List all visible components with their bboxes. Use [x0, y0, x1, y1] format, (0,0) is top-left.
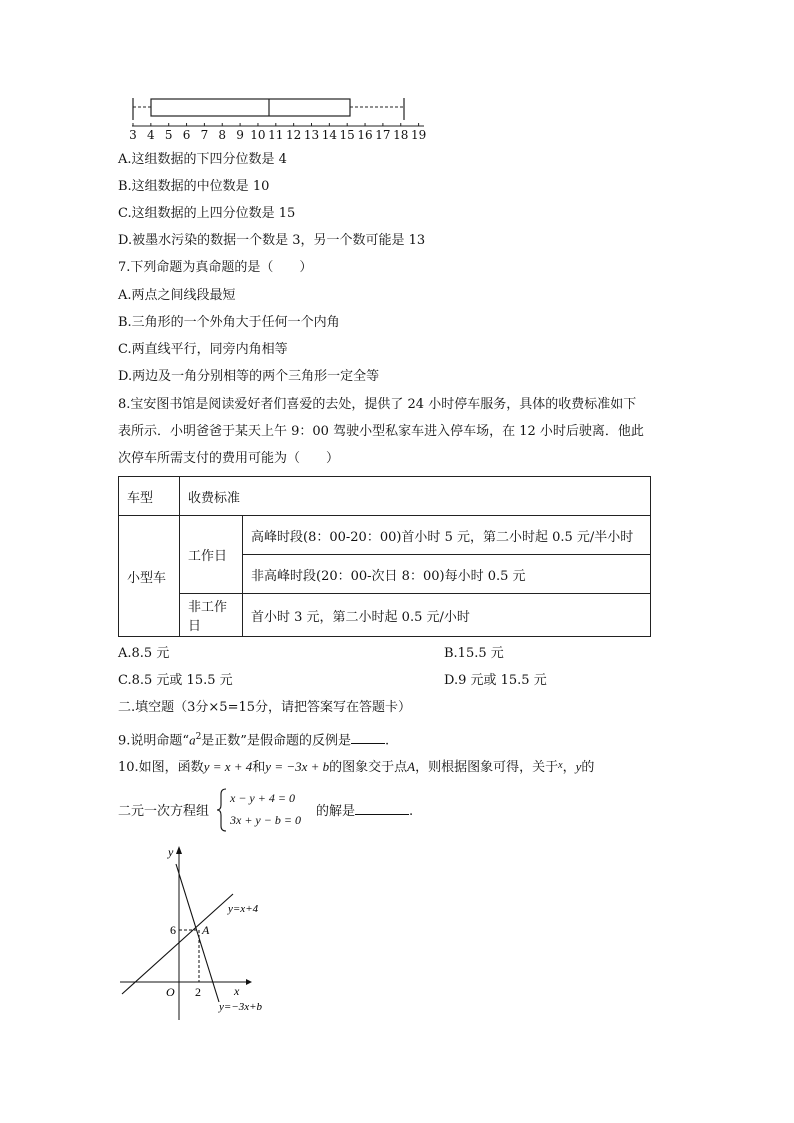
- q8-option-c: C.8.5 元或 15.5 元: [118, 673, 233, 688]
- label-line2: y=−3x+b: [219, 1001, 263, 1013]
- table-row: [119, 477, 651, 516]
- box-plot-tick-label: 17: [375, 128, 391, 142]
- q7-option-d: D.两边及一角分别相等的两个三角形一定全等: [118, 369, 380, 384]
- point-a-label: A: [202, 923, 210, 937]
- box-plot-tick-label: 4: [147, 128, 155, 142]
- box-plot-tick-label: 6: [182, 128, 191, 142]
- q7-stem: 7.下列命题为真命题的是（ ）: [118, 260, 313, 275]
- label-line1: y=x+4: [228, 903, 259, 915]
- q9-answer-blank[interactable]: [351, 743, 385, 744]
- q8-option-d: D.9 元或 15.5 元: [444, 673, 547, 688]
- box-plot-tick-label: 11: [268, 128, 284, 142]
- q8-stem-line1: 8.宝安图书馆是阅读爱好者们喜爱的去处，提供了 24 小时停车服务，具体的收费标准如下: [118, 397, 637, 412]
- header-vehicle-type: 车型: [119, 477, 180, 516]
- q9-stem: 9.说明命题“$a^2$是正数”是假命题的反例是 .: [118, 732, 390, 749]
- box-plot-tick-label: 18: [393, 128, 409, 142]
- box-plot-tick-label: 19: [410, 128, 427, 142]
- box-plot-tick-label: 7: [200, 128, 209, 142]
- q8-stem-line3: 次停车所需支付的费用可能为（ ）: [118, 451, 340, 466]
- x-axis-label: x: [234, 984, 240, 998]
- line-y-neg3x-plus-b: [176, 864, 219, 1002]
- q8-option-b: B.15.5 元: [444, 646, 504, 661]
- nonworkday-fee: 首小时 3 元，第二小时起 0.5 元/小时: [243, 594, 651, 637]
- q8-stem-line2: 表所示．小明爸爸于某天上午 9：00 驾驶小型私家车进入停车场，在 12 小时后驶离．他此: [118, 424, 644, 439]
- section-fill-in-title: 二.填空题（3分×5=15分，请把答案写在答题卡）: [118, 700, 412, 715]
- nonworkday-label: 非工作日: [180, 594, 243, 637]
- q6-option-d: D.被墨水污染的数据一个数是 3，另一个数可能是 13: [118, 233, 426, 248]
- box-plot-tick-label: 12: [286, 128, 302, 142]
- y-axis-label: y: [168, 845, 174, 859]
- offpeak-fee: 非高峰时段(20：00-次日 8：00)每小时 0.5 元: [243, 555, 651, 594]
- fee-table: [118, 476, 651, 637]
- box-plot-tick-label: 15: [339, 128, 355, 142]
- origin-label: O: [166, 985, 175, 999]
- box-plot-tick-label: 16: [357, 128, 373, 142]
- table-row: [119, 516, 651, 555]
- line-y-x-plus-4: [122, 894, 233, 994]
- peak-fee: 高峰时段(8：00-20：00)首小时 5 元，第二小时起 0.5 元/半小时: [243, 516, 651, 555]
- box-plot-tick-label: 13: [303, 128, 320, 142]
- q6-option-c: C.这组数据的上四分位数是 15: [118, 206, 296, 221]
- q6-option-a: A.这组数据的下四分位数是 4: [118, 152, 287, 167]
- q7-option-c: C.两直线平行，同旁内角相等: [118, 342, 288, 357]
- q10-line2-suffix: 的解是 .: [316, 804, 414, 819]
- q10-stem-line1: 10.如图，函数y = x + 4和y = −3x + b的图象交于点A，则根据图象可得，关于$^x$，y的: [118, 759, 595, 775]
- box-plot-tick-label: 10: [250, 128, 266, 142]
- x-value-2: 2: [195, 985, 201, 999]
- box-plot-tick-label: 9: [236, 128, 244, 142]
- box-plot-tick-label: 8: [218, 128, 227, 142]
- box-plot-tick-label: 5: [164, 128, 173, 142]
- system-eq2: 3x + y − b = 0: [230, 813, 301, 827]
- system-eq1: x − y + 4 = 0: [230, 791, 295, 805]
- q7-option-b: B.三角形的一个外角大于任何一个内角: [118, 315, 340, 330]
- q7-option-a: A.两点之间线段最短: [118, 288, 236, 303]
- left-brace: [216, 788, 228, 832]
- function-graph: [118, 842, 278, 1022]
- table-row: [119, 594, 651, 637]
- q10-answer-blank[interactable]: [355, 814, 409, 815]
- q10-line2-prefix: 二元一次方程组: [118, 804, 210, 819]
- vehicle-small-car: 小型车: [119, 516, 180, 637]
- box-plot-tick-label: 14: [321, 128, 337, 142]
- y-value-6: 6: [170, 923, 176, 937]
- q8-option-a: A.8.5 元: [118, 646, 170, 661]
- workday-label: 工作日: [180, 516, 243, 594]
- box-q1-q3: [151, 99, 350, 116]
- q6-option-b: B.这组数据的中位数是 10: [118, 179, 270, 194]
- header-fee-standard: 收费标准: [180, 477, 651, 516]
- box-plot-tick-label: 3: [129, 128, 137, 142]
